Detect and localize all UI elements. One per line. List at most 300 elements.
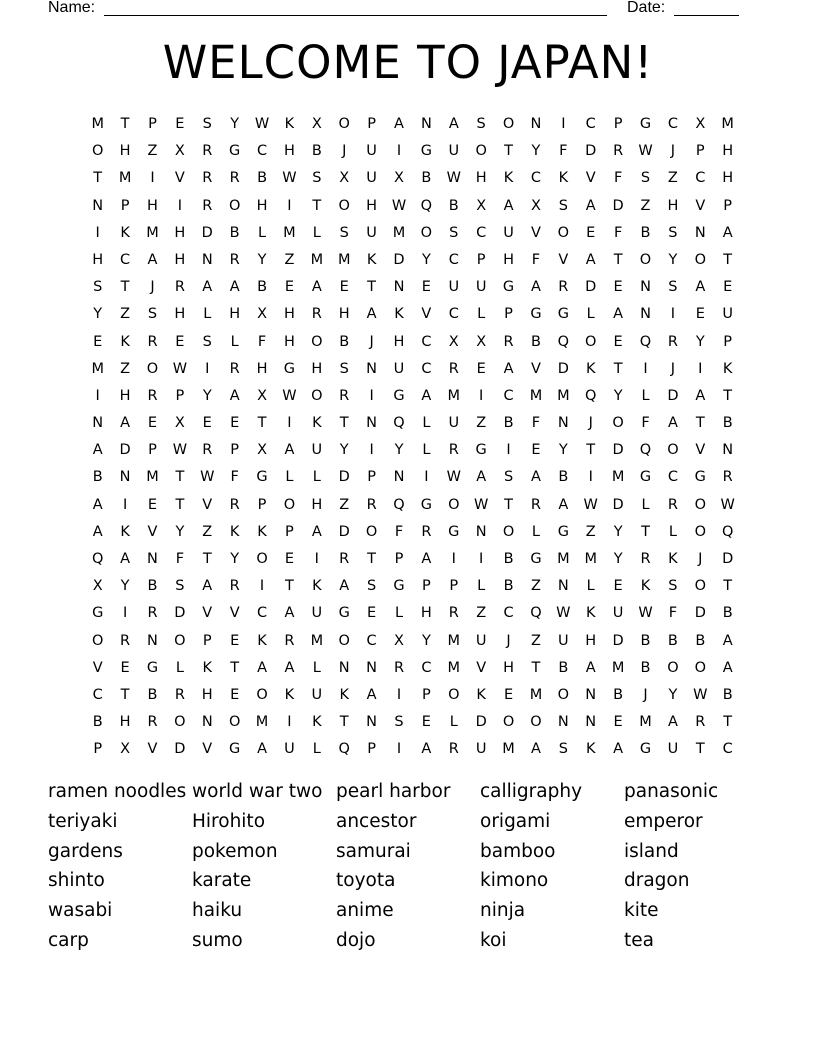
- grid-letter[interactable]: R: [229, 496, 240, 513]
- grid-letter[interactable]: I: [670, 306, 676, 323]
- grid-letter[interactable]: L: [257, 224, 267, 241]
- grid-letter[interactable]: T: [339, 415, 349, 432]
- grid-letter[interactable]: B: [503, 578, 514, 595]
- grid-letter[interactable]: U: [284, 741, 295, 758]
- grid-letter[interactable]: S: [339, 224, 349, 241]
- grid-letter[interactable]: V: [530, 360, 541, 377]
- grid-letter[interactable]: A: [421, 741, 432, 758]
- grid-letter[interactable]: D: [585, 143, 597, 160]
- grid-letter[interactable]: N: [338, 659, 350, 676]
- grid-letter[interactable]: N: [530, 116, 542, 132]
- grid-letter[interactable]: P: [449, 578, 459, 595]
- grid-letter[interactable]: R: [530, 496, 541, 513]
- grid-letter[interactable]: O: [174, 632, 186, 649]
- grid-letter[interactable]: L: [449, 714, 458, 731]
- grid-letter[interactable]: C: [476, 224, 487, 241]
- grid-letter[interactable]: Z: [202, 523, 213, 540]
- grid-letter[interactable]: E: [339, 279, 349, 296]
- grid-letter[interactable]: S: [476, 116, 486, 132]
- grid-letter[interactable]: I: [95, 224, 100, 241]
- grid-letter[interactable]: Y: [613, 387, 623, 404]
- grid-letter[interactable]: I: [122, 496, 128, 513]
- grid-letter[interactable]: G: [639, 741, 652, 758]
- grid-letter[interactable]: E: [476, 360, 486, 377]
- grid-letter[interactable]: O: [448, 686, 460, 703]
- grid-letter[interactable]: S: [558, 741, 568, 758]
- grid-letter[interactable]: Y: [558, 442, 568, 459]
- grid-letter[interactable]: T: [257, 415, 267, 432]
- grid-letter[interactable]: O: [256, 686, 268, 703]
- grid-letter[interactable]: H: [503, 659, 514, 676]
- grid-letter[interactable]: C: [448, 306, 459, 323]
- grid-letter[interactable]: O: [585, 333, 597, 350]
- grid-letter[interactable]: S: [503, 469, 514, 486]
- grid-letter[interactable]: X: [174, 415, 185, 432]
- grid-letter[interactable]: L: [312, 469, 321, 486]
- grid-letter[interactable]: R: [229, 251, 240, 268]
- grid-letter[interactable]: K: [503, 170, 514, 187]
- grid-letter[interactable]: L: [641, 387, 650, 404]
- grid-letter[interactable]: B: [722, 605, 733, 622]
- grid-letter[interactable]: G: [393, 578, 405, 595]
- grid-letter[interactable]: O: [694, 578, 706, 595]
- grid-letter[interactable]: Z: [476, 415, 487, 432]
- grid-letter[interactable]: I: [369, 387, 374, 404]
- grid-letter[interactable]: R: [174, 686, 185, 703]
- grid-letter[interactable]: I: [479, 551, 484, 567]
- grid-letter[interactable]: M: [502, 741, 515, 758]
- grid-letter[interactable]: X: [448, 333, 459, 350]
- grid-letter[interactable]: P: [723, 333, 733, 350]
- grid-letter[interactable]: D: [174, 605, 186, 622]
- grid-letter[interactable]: Y: [421, 251, 431, 268]
- grid-letter[interactable]: A: [92, 496, 103, 513]
- grid-letter[interactable]: L: [477, 578, 486, 595]
- grid-letter[interactable]: H: [174, 251, 186, 268]
- grid-letter[interactable]: A: [667, 714, 678, 731]
- grid-letter[interactable]: O: [502, 714, 515, 731]
- grid-letter[interactable]: P: [723, 197, 733, 214]
- grid-letter[interactable]: E: [421, 714, 431, 731]
- grid-letter[interactable]: W: [720, 496, 735, 513]
- grid-letter[interactable]: K: [257, 523, 267, 540]
- grid-letter[interactable]: A: [257, 741, 267, 758]
- grid-letter[interactable]: I: [259, 578, 265, 595]
- grid-letter[interactable]: K: [120, 523, 130, 540]
- grid-letter[interactable]: G: [420, 143, 432, 160]
- grid-letter[interactable]: N: [147, 551, 158, 567]
- grid-letter[interactable]: R: [667, 496, 678, 513]
- grid-letter[interactable]: I: [150, 170, 155, 187]
- grid-letter[interactable]: I: [479, 387, 484, 404]
- grid-letter[interactable]: U: [448, 415, 460, 432]
- grid-letter[interactable]: A: [229, 387, 240, 404]
- grid-letter[interactable]: Y: [230, 116, 240, 132]
- grid-letter[interactable]: Z: [640, 197, 651, 214]
- grid-letter[interactable]: I: [698, 360, 703, 377]
- grid-letter[interactable]: R: [284, 632, 295, 649]
- grid-letter[interactable]: R: [339, 551, 350, 567]
- grid-letter[interactable]: L: [285, 469, 294, 486]
- grid-letter[interactable]: V: [421, 306, 432, 323]
- grid-letter[interactable]: N: [366, 415, 378, 432]
- grid-letter[interactable]: I: [205, 360, 210, 377]
- grid-letter[interactable]: R: [147, 714, 158, 731]
- grid-letter[interactable]: U: [667, 741, 679, 758]
- grid-letter[interactable]: R: [174, 279, 185, 296]
- grid-letter[interactable]: L: [230, 333, 239, 350]
- grid-letter[interactable]: L: [175, 659, 184, 676]
- grid-letter[interactable]: W: [446, 469, 461, 486]
- grid-letter[interactable]: H: [256, 197, 268, 214]
- grid-letter[interactable]: M: [557, 387, 570, 404]
- grid-letter[interactable]: L: [668, 523, 677, 540]
- grid-letter[interactable]: Y: [175, 523, 185, 540]
- grid-letter[interactable]: N: [585, 714, 597, 731]
- grid-letter[interactable]: I: [506, 442, 511, 459]
- grid-letter[interactable]: T: [120, 686, 130, 703]
- grid-letter[interactable]: G: [256, 469, 268, 486]
- grid-letter[interactable]: O: [365, 523, 378, 540]
- grid-letter[interactable]: H: [311, 496, 323, 513]
- grid-letter[interactable]: N: [475, 523, 487, 540]
- grid-letter[interactable]: Q: [639, 442, 652, 459]
- grid-letter[interactable]: Q: [338, 741, 350, 758]
- grid-letter[interactable]: K: [668, 551, 678, 567]
- grid-letter[interactable]: I: [95, 387, 100, 404]
- grid-letter[interactable]: J: [150, 279, 155, 296]
- grid-letter[interactable]: G: [393, 387, 405, 404]
- grid-letter[interactable]: O: [311, 387, 323, 404]
- grid-letter[interactable]: K: [312, 578, 322, 595]
- grid-letter[interactable]: I: [287, 197, 292, 214]
- grid-letter[interactable]: N: [393, 469, 405, 486]
- grid-letter[interactable]: E: [613, 578, 623, 595]
- grid-letter[interactable]: R: [339, 387, 350, 404]
- grid-letter[interactable]: T: [367, 279, 377, 296]
- grid-letter[interactable]: B: [667, 632, 678, 649]
- grid-letter[interactable]: N: [366, 659, 378, 676]
- grid-letter[interactable]: K: [202, 659, 213, 676]
- grid-letter[interactable]: P: [394, 551, 404, 567]
- grid-letter[interactable]: I: [287, 714, 292, 731]
- grid-letter[interactable]: B: [695, 632, 706, 649]
- grid-letter[interactable]: O: [338, 197, 350, 214]
- grid-letter[interactable]: V: [530, 224, 541, 241]
- grid-letter[interactable]: A: [421, 551, 432, 567]
- grid-letter[interactable]: H: [201, 686, 213, 703]
- grid-letter[interactable]: C: [256, 605, 268, 622]
- grid-letter[interactable]: V: [147, 523, 158, 540]
- grid-letter[interactable]: G: [146, 659, 159, 676]
- grid-letter[interactable]: A: [229, 279, 240, 296]
- grid-letter[interactable]: A: [722, 224, 733, 241]
- grid-letter[interactable]: A: [503, 360, 514, 377]
- grid-letter[interactable]: D: [475, 714, 487, 731]
- grid-letter[interactable]: S: [93, 279, 103, 296]
- grid-letter[interactable]: M: [118, 170, 132, 187]
- grid-letter[interactable]: B: [558, 469, 569, 486]
- grid-letter[interactable]: Q: [420, 197, 433, 214]
- grid-letter[interactable]: K: [585, 741, 596, 758]
- date-blank-line[interactable]: [674, 0, 739, 16]
- grid-letter[interactable]: M: [146, 469, 159, 486]
- grid-letter[interactable]: R: [393, 659, 405, 676]
- grid-letter[interactable]: I: [122, 605, 128, 622]
- grid-letter[interactable]: R: [229, 170, 240, 187]
- grid-letter[interactable]: D: [722, 551, 734, 567]
- grid-letter[interactable]: C: [120, 251, 131, 268]
- grid-letter[interactable]: H: [475, 170, 487, 187]
- grid-letter[interactable]: R: [558, 279, 569, 296]
- grid-letter[interactable]: B: [257, 170, 268, 187]
- grid-letter[interactable]: C: [92, 686, 103, 703]
- grid-letter[interactable]: K: [120, 333, 130, 350]
- grid-letter[interactable]: O: [557, 686, 570, 703]
- grid-letter[interactable]: Y: [531, 143, 541, 160]
- grid-letter[interactable]: B: [339, 333, 350, 350]
- grid-letter[interactable]: A: [530, 279, 541, 296]
- grid-letter[interactable]: H: [174, 306, 186, 323]
- grid-letter[interactable]: L: [203, 306, 212, 323]
- grid-letter[interactable]: C: [667, 116, 678, 132]
- grid-letter[interactable]: Q: [721, 523, 734, 540]
- grid-letter[interactable]: I: [561, 116, 566, 132]
- grid-letter[interactable]: G: [557, 523, 569, 540]
- grid-letter[interactable]: L: [531, 523, 540, 540]
- grid-letter[interactable]: Y: [613, 523, 623, 540]
- grid-letter[interactable]: P: [367, 469, 376, 486]
- grid-letter[interactable]: H: [585, 632, 597, 649]
- grid-letter[interactable]: M: [639, 714, 652, 731]
- grid-letter[interactable]: D: [174, 741, 186, 758]
- grid-letter[interactable]: A: [530, 469, 541, 486]
- grid-letter[interactable]: H: [311, 360, 323, 377]
- grid-letter[interactable]: R: [202, 442, 213, 459]
- grid-letter[interactable]: A: [284, 605, 295, 622]
- grid-letter[interactable]: S: [175, 578, 185, 595]
- grid-letter[interactable]: S: [668, 279, 678, 296]
- grid-letter[interactable]: H: [722, 143, 734, 160]
- grid-letter[interactable]: X: [394, 170, 404, 187]
- grid-letter[interactable]: S: [202, 116, 212, 132]
- grid-letter[interactable]: U: [558, 632, 569, 649]
- grid-letter[interactable]: G: [530, 551, 542, 567]
- grid-letter[interactable]: X: [394, 632, 404, 649]
- grid-letter[interactable]: I: [369, 442, 374, 459]
- grid-letter[interactable]: Z: [667, 170, 678, 187]
- grid-letter[interactable]: A: [722, 659, 733, 676]
- grid-letter[interactable]: T: [285, 578, 294, 595]
- grid-letter[interactable]: G: [530, 306, 542, 323]
- grid-letter[interactable]: B: [311, 143, 322, 160]
- grid-letter[interactable]: H: [722, 170, 734, 187]
- grid-letter[interactable]: C: [530, 170, 541, 187]
- grid-letter[interactable]: S: [449, 224, 459, 241]
- grid-letter[interactable]: X: [174, 143, 185, 160]
- grid-letter[interactable]: Z: [339, 496, 350, 513]
- grid-letter[interactable]: C: [722, 741, 733, 758]
- grid-letter[interactable]: G: [694, 469, 706, 486]
- grid-letter[interactable]: R: [229, 360, 240, 377]
- grid-letter[interactable]: C: [695, 170, 706, 187]
- grid-letter[interactable]: G: [338, 605, 350, 622]
- grid-letter[interactable]: N: [366, 360, 378, 377]
- grid-letter[interactable]: E: [723, 279, 733, 296]
- grid-letter[interactable]: G: [229, 741, 241, 758]
- grid-letter[interactable]: T: [339, 714, 349, 731]
- grid-letter[interactable]: W: [473, 496, 489, 513]
- grid-letter[interactable]: A: [613, 306, 624, 323]
- grid-letter[interactable]: O: [612, 415, 624, 432]
- grid-letter[interactable]: N: [119, 469, 131, 486]
- grid-letter[interactable]: B: [147, 686, 158, 703]
- grid-letter[interactable]: E: [147, 496, 158, 513]
- grid-letter[interactable]: A: [558, 496, 569, 513]
- grid-letter[interactable]: A: [147, 251, 158, 268]
- grid-letter[interactable]: T: [723, 714, 733, 731]
- grid-letter[interactable]: T: [93, 170, 103, 187]
- grid-letter[interactable]: T: [175, 496, 185, 513]
- grid-letter[interactable]: F: [668, 605, 678, 622]
- grid-letter[interactable]: Y: [339, 442, 349, 459]
- grid-letter[interactable]: A: [585, 197, 596, 214]
- grid-letter[interactable]: K: [257, 632, 267, 649]
- grid-letter[interactable]: D: [585, 279, 597, 296]
- grid-letter[interactable]: P: [695, 143, 705, 160]
- grid-letter[interactable]: N: [640, 279, 651, 296]
- grid-letter[interactable]: P: [367, 741, 376, 758]
- grid-letter[interactable]: U: [612, 605, 624, 622]
- grid-letter[interactable]: T: [504, 496, 513, 513]
- grid-letter[interactable]: T: [531, 659, 541, 676]
- grid-letter[interactable]: Z: [476, 605, 487, 622]
- grid-letter[interactable]: S: [558, 197, 568, 214]
- grid-letter[interactable]: B: [503, 551, 514, 567]
- grid-letter[interactable]: K: [722, 360, 733, 377]
- grid-letter[interactable]: S: [640, 170, 651, 187]
- grid-letter[interactable]: M: [447, 387, 461, 404]
- grid-letter[interactable]: T: [641, 523, 650, 540]
- grid-letter[interactable]: E: [230, 415, 240, 432]
- grid-letter[interactable]: O: [694, 523, 706, 540]
- grid-letter[interactable]: C: [366, 632, 377, 649]
- grid-letter[interactable]: W: [254, 116, 270, 132]
- grid-letter[interactable]: A: [202, 578, 213, 595]
- grid-letter[interactable]: Y: [202, 387, 212, 404]
- grid-letter[interactable]: O: [475, 143, 487, 160]
- grid-letter[interactable]: E: [230, 632, 240, 649]
- grid-letter[interactable]: A: [530, 741, 541, 758]
- grid-letter[interactable]: L: [394, 605, 404, 622]
- grid-letter[interactable]: M: [310, 251, 324, 268]
- grid-letter[interactable]: R: [147, 333, 158, 350]
- grid-letter[interactable]: C: [503, 387, 514, 404]
- grid-letter[interactable]: B: [558, 659, 569, 676]
- grid-letter[interactable]: N: [201, 251, 213, 268]
- grid-letter[interactable]: W: [172, 360, 188, 377]
- grid-letter[interactable]: L: [586, 306, 595, 323]
- grid-letter[interactable]: Y: [668, 251, 678, 268]
- grid-letter[interactable]: E: [613, 333, 623, 350]
- grid-letter[interactable]: P: [476, 251, 486, 268]
- grid-letter[interactable]: R: [147, 605, 158, 622]
- grid-letter[interactable]: X: [695, 116, 706, 132]
- grid-letter[interactable]: S: [394, 714, 404, 731]
- grid-letter[interactable]: K: [585, 360, 596, 377]
- grid-letter[interactable]: X: [530, 197, 541, 214]
- grid-letter[interactable]: M: [447, 632, 461, 649]
- grid-letter[interactable]: L: [477, 306, 486, 323]
- grid-letter[interactable]: C: [448, 251, 459, 268]
- grid-letter[interactable]: M: [337, 251, 351, 268]
- grid-letter[interactable]: H: [503, 251, 514, 268]
- grid-letter[interactable]: K: [558, 170, 569, 187]
- grid-letter[interactable]: A: [585, 659, 596, 676]
- grid-letter[interactable]: L: [422, 415, 431, 432]
- grid-letter[interactable]: O: [694, 251, 706, 268]
- grid-letter[interactable]: V: [92, 659, 103, 676]
- grid-letter[interactable]: Y: [695, 333, 705, 350]
- grid-letter[interactable]: E: [531, 442, 541, 459]
- grid-letter[interactable]: I: [396, 143, 402, 160]
- grid-letter[interactable]: B: [722, 415, 733, 432]
- grid-letter[interactable]: T: [312, 197, 322, 214]
- grid-letter[interactable]: J: [698, 551, 703, 567]
- grid-letter[interactable]: B: [421, 170, 432, 187]
- grid-letter[interactable]: X: [476, 197, 487, 214]
- grid-letter[interactable]: D: [612, 496, 624, 513]
- grid-letter[interactable]: M: [611, 469, 625, 486]
- grid-letter[interactable]: V: [202, 741, 213, 758]
- grid-letter[interactable]: F: [613, 224, 623, 241]
- grid-letter[interactable]: O: [530, 714, 542, 731]
- grid-letter[interactable]: M: [91, 360, 104, 377]
- grid-letter[interactable]: Z: [120, 306, 131, 323]
- grid-letter[interactable]: Q: [639, 333, 652, 350]
- grid-letter[interactable]: V: [695, 197, 706, 214]
- grid-letter[interactable]: O: [502, 523, 515, 540]
- grid-letter[interactable]: V: [476, 659, 487, 676]
- grid-letter[interactable]: J: [369, 333, 374, 350]
- grid-letter[interactable]: X: [476, 333, 487, 350]
- grid-letter[interactable]: W: [446, 170, 461, 187]
- grid-letter[interactable]: X: [339, 170, 350, 187]
- grid-letter[interactable]: P: [120, 197, 130, 214]
- grid-letter[interactable]: S: [147, 306, 158, 323]
- grid-letter[interactable]: O: [667, 442, 679, 459]
- grid-letter[interactable]: A: [311, 523, 322, 540]
- grid-letter[interactable]: F: [230, 469, 239, 486]
- grid-letter[interactable]: U: [722, 306, 733, 323]
- grid-letter[interactable]: P: [175, 387, 185, 404]
- grid-letter[interactable]: S: [312, 170, 322, 187]
- grid-letter[interactable]: L: [586, 578, 595, 595]
- grid-letter[interactable]: O: [91, 632, 104, 649]
- grid-letter[interactable]: K: [640, 578, 651, 595]
- grid-letter[interactable]: R: [147, 387, 158, 404]
- grid-letter[interactable]: H: [119, 714, 131, 731]
- grid-letter[interactable]: P: [422, 578, 431, 595]
- grid-letter[interactable]: T: [695, 415, 705, 432]
- grid-letter[interactable]: L: [312, 659, 321, 676]
- grid-letter[interactable]: R: [311, 306, 322, 323]
- grid-letter[interactable]: D: [338, 469, 350, 486]
- grid-letter[interactable]: I: [396, 686, 402, 703]
- grid-letter[interactable]: W: [638, 143, 653, 160]
- grid-letter[interactable]: R: [202, 170, 213, 187]
- grid-letter[interactable]: T: [202, 551, 212, 567]
